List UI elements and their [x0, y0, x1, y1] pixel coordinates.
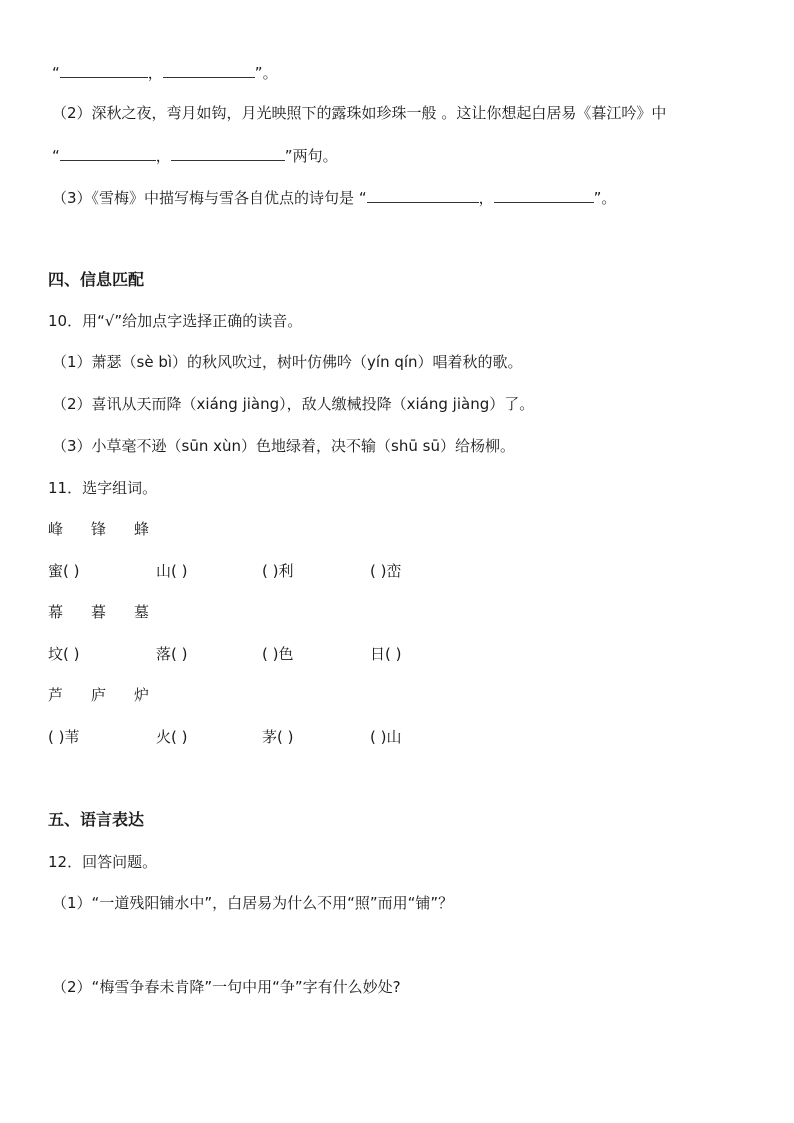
- word-blank[interactable]: 日( ): [370, 645, 402, 663]
- char-group: 峰 锋 蜂: [48, 520, 150, 538]
- q9-line1: “ ， ”。: [52, 64, 278, 82]
- question-12-item: （2）“梅雪争春未肯降”一句中用“争”字有什么妙处?: [52, 978, 401, 996]
- question-10-item: （3）小草毫不逊（sūn xùn）色地绿着，决不输（shū sū）给杨柳。: [52, 437, 515, 455]
- word-blank[interactable]: 山( ): [156, 562, 188, 580]
- q9-part3: （3）《雪梅》中描写梅与雪各自优点的诗句是 “ ， ”。: [52, 189, 617, 207]
- question-10-item: （2）喜讯从天而降（xiáng jiàng），敌人缴械投降（xiáng jiàng）了。: [52, 395, 535, 413]
- answer-blank[interactable]: [60, 145, 156, 161]
- section-heading: 四、信息匹配: [48, 270, 145, 289]
- word-blank[interactable]: ( )苇: [48, 728, 80, 746]
- q9-part2: （2）深秋之夜，弯月如钩，月光映照下的露珠如珍珠一般 。这让你想起白居易《暮江吟》中: [52, 104, 667, 122]
- char-group: 幕 暮 墓: [48, 603, 150, 621]
- question-12-item: （1）“一道残阳铺水中”，白居易为什么不用“照”而用“铺”？: [52, 894, 454, 912]
- word-blank[interactable]: 茅( ): [262, 728, 294, 746]
- word-blank[interactable]: 火( ): [156, 728, 188, 746]
- answer-blank[interactable]: [171, 145, 285, 161]
- q9-part2-blanks: “ ， ”两句。: [52, 147, 338, 165]
- answer-blank[interactable]: [163, 62, 255, 78]
- word-blank[interactable]: ( )利: [262, 562, 294, 580]
- word-blank[interactable]: ( )峦: [370, 562, 402, 580]
- question-11-title: 11．选字组词。: [48, 479, 158, 497]
- question-12-title: 12．回答问题。: [48, 853, 158, 871]
- word-blank[interactable]: ( )山: [370, 728, 402, 746]
- word-blank[interactable]: 坟( ): [48, 645, 80, 663]
- answer-blank[interactable]: [60, 62, 148, 78]
- word-blank[interactable]: 蜜( ): [48, 562, 80, 580]
- word-blank[interactable]: ( )色: [262, 645, 294, 663]
- answer-blank[interactable]: [494, 187, 594, 203]
- word-blank[interactable]: 落( ): [156, 645, 188, 663]
- question-10-title: 10．用“√”给加点字选择正确的读音。: [48, 312, 303, 330]
- question-10-item: （1）萧瑟（sè bì）的秋风吹过，树叶仿佛吟（yín qín）唱着秋的歌。: [52, 353, 523, 371]
- section-heading: 五、语言表达: [48, 810, 145, 829]
- answer-blank[interactable]: [367, 187, 479, 203]
- char-group: 芦 庐 炉: [48, 686, 150, 704]
